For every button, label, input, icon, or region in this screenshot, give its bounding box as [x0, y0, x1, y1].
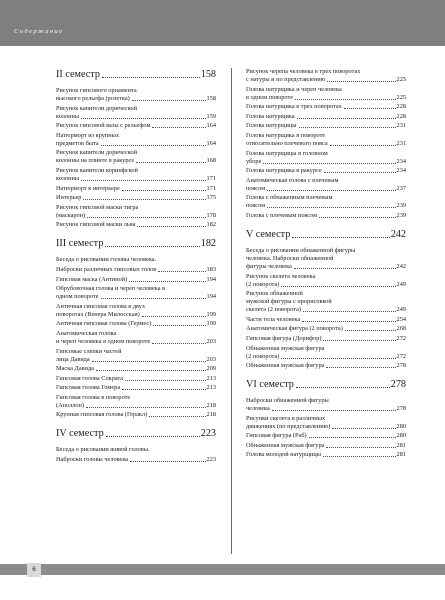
toc-entry[interactable] — [246, 177, 406, 193]
semester-heading[interactable] — [56, 427, 216, 440]
entry-text: Анатомическая голова — [56, 329, 117, 337]
dot-leader — [292, 237, 389, 238]
entry-text: Гипсовая голова Сократа — [56, 374, 124, 382]
page-ref: 209 — [206, 365, 216, 373]
entry-text: (маскарон) — [56, 211, 86, 219]
dot-leader — [323, 456, 396, 457]
toc-entry[interactable] — [246, 345, 406, 361]
entry-text: Гипсовая голова в повороте — [56, 393, 131, 401]
page-ref: 225 — [396, 93, 406, 101]
dot-leader — [323, 340, 395, 341]
dot-leader — [81, 180, 205, 181]
dot-leader — [309, 437, 396, 438]
dot-leader — [295, 99, 396, 100]
entry-text: Рисунок капители коринфской — [56, 166, 138, 174]
entry-text: Натюрморт в интерьере — [56, 184, 120, 192]
page-ref: 218 — [206, 411, 216, 419]
entry-text: Голова натурщика в трех поворотах — [246, 103, 342, 111]
entry-text: Гипсовая фигура (Раб) — [246, 432, 307, 440]
toc-entry[interactable] — [246, 335, 406, 343]
page-ref: 199 — [206, 310, 216, 318]
entry-text: Голова натурщика — [246, 112, 295, 120]
entry-text: (2 поворота) — [246, 352, 280, 360]
page-ref: 168 — [206, 157, 216, 165]
entry-text: движениях (по представлению) — [246, 422, 331, 430]
toc-entry[interactable] — [56, 266, 216, 274]
page-ref: 218 — [206, 401, 216, 409]
dot-leader — [297, 118, 396, 119]
toc-entry[interactable] — [246, 247, 406, 271]
dot-leader — [153, 325, 205, 326]
page-ref: 249 — [396, 280, 406, 288]
toc-right-column — [246, 68, 406, 461]
dot-leader — [122, 190, 206, 191]
toc-entry[interactable] — [246, 86, 406, 102]
entry-text: Обнаженная мужская фигура — [246, 362, 325, 370]
dot-leader — [302, 321, 395, 322]
dot-leader — [303, 311, 396, 312]
page-ref: 203 — [206, 355, 216, 363]
page-ref: 239 — [396, 202, 406, 210]
entry-text: Анатомическая фигура (2 поворота) — [246, 325, 343, 333]
page-ref: 278 — [396, 405, 406, 413]
entry-text: поясом — [246, 184, 266, 192]
dot-leader — [87, 217, 205, 218]
entry-text: Античная гипсовая голова в двух — [56, 302, 146, 310]
toc-entry[interactable] — [56, 204, 216, 220]
entry-text: и череп человека в одном повороте — [56, 337, 151, 345]
dot-leader — [152, 343, 205, 344]
column-divider — [231, 68, 232, 554]
entry-text: с натуры и по представлению — [246, 76, 326, 83]
dot-leader — [272, 410, 396, 411]
entry-text: Рисунок капители дорической — [56, 149, 137, 157]
page-ref: 254 — [396, 315, 406, 323]
toc-entry[interactable] — [56, 185, 216, 193]
entry-text: Анатомическая голова с плечевым — [246, 176, 339, 184]
entry-text: Рисунок гипсовой вазы с рельефом — [56, 122, 151, 130]
page-ref: 234 — [396, 167, 406, 175]
toc-entry[interactable] — [56, 456, 216, 464]
toc-entry[interactable] — [56, 303, 216, 319]
page-ref: 234 — [396, 157, 406, 165]
toc-entry[interactable] — [246, 362, 406, 370]
dot-leader — [267, 207, 395, 208]
page-ref: 249 — [396, 306, 406, 314]
entry-text: Голова натурщицы в головном — [246, 149, 328, 157]
dot-leader — [296, 387, 390, 388]
page-ref: 171 — [206, 184, 216, 192]
dot-leader — [83, 199, 205, 200]
page-header-band — [0, 0, 445, 46]
page-ref: 223 — [206, 456, 216, 464]
toc-entry[interactable] — [56, 375, 216, 383]
page-ref: 280 — [396, 432, 406, 440]
entry-text: Античная гипсовая голова (Гермес) — [56, 320, 152, 328]
toc-entry[interactable] — [56, 365, 216, 373]
entry-text: Рисунки скелета в различных — [246, 414, 326, 422]
entry-text: колонны — [56, 112, 80, 120]
toc-entry[interactable] — [56, 194, 216, 202]
toc-entry[interactable] — [56, 221, 216, 229]
toc-entry[interactable] — [246, 212, 406, 220]
page-ref: 280 — [396, 422, 406, 430]
page-ref: 231 — [396, 122, 406, 130]
entry-text: Рисунок гипсовой маски льва — [56, 221, 136, 229]
semester-heading[interactable] — [56, 237, 216, 250]
dot-leader — [299, 127, 396, 128]
page-ref: 175 — [206, 194, 216, 202]
dot-leader — [281, 286, 395, 287]
entry-text: (2 поворота) — [246, 280, 280, 288]
dot-leader — [106, 436, 200, 437]
dot-leader — [137, 226, 205, 227]
dot-leader — [326, 367, 395, 368]
footer-band — [0, 564, 445, 575]
page-ref: 182 — [200, 238, 216, 250]
dot-leader — [105, 246, 199, 247]
entry-text: мужской фигуры с прорисовкой — [246, 298, 332, 306]
semester-title: II семестр — [56, 69, 100, 80]
toc-entry[interactable] — [246, 122, 406, 130]
page-ref: 213 — [206, 384, 216, 392]
toc-entry[interactable] — [56, 446, 216, 454]
entry-text: Голова натурщика и череп человека — [246, 85, 342, 93]
header-title: Содержание — [14, 28, 64, 35]
entry-text: Рисунок капители дорической — [56, 104, 137, 112]
entry-text: Беседа о рисовании обнаженной фигуры — [246, 246, 356, 254]
entry-text: в одном повороте — [246, 93, 294, 101]
page-ref: 272 — [396, 352, 406, 360]
toc-entry[interactable] — [246, 415, 406, 431]
dot-leader — [158, 271, 205, 272]
toc-entry[interactable] — [246, 150, 406, 166]
entry-text: Обнаженная мужская фигура — [246, 344, 325, 352]
entry-text: человека. Наброски обнаженной — [246, 254, 334, 262]
toc-entry[interactable] — [56, 167, 216, 183]
toc-entry[interactable] — [56, 105, 216, 121]
page-ref: 199 — [206, 320, 216, 328]
page-ref: 183 — [206, 265, 216, 273]
page-ref: 194 — [206, 275, 216, 283]
dot-leader — [324, 172, 396, 173]
page-ref: 194 — [206, 293, 216, 301]
dot-leader — [344, 108, 396, 109]
toc-entry[interactable] — [56, 411, 216, 419]
page-ref: 213 — [206, 374, 216, 382]
page-ref: 239 — [396, 211, 406, 219]
dot-leader — [263, 163, 395, 164]
entry-text: колонны — [56, 174, 80, 182]
toc-entry[interactable] — [56, 276, 216, 284]
dot-leader — [129, 281, 205, 282]
entry-text: Обрубовочная голова и череп человека в — [56, 285, 166, 293]
page-ref: 225 — [396, 76, 406, 83]
dot-leader — [122, 389, 205, 390]
entry-text: Рисунок обнаженной — [246, 290, 303, 298]
page-ref: 228 — [396, 112, 406, 120]
dot-leader — [327, 81, 395, 82]
entry-text: одном повороте — [56, 293, 99, 301]
entry-text: скелета (2 поворота) — [246, 306, 301, 314]
toc-entry[interactable] — [56, 384, 216, 392]
page-ref: 228 — [396, 103, 406, 111]
toc-entry[interactable] — [246, 113, 406, 121]
dot-leader — [281, 358, 395, 359]
entry-text: Гипсовые слепки частей — [56, 347, 122, 355]
semester-title: V семестр — [246, 228, 291, 240]
toc-entry[interactable] — [246, 397, 406, 413]
page-ref: 242 — [390, 228, 406, 240]
toc-entry[interactable] — [246, 68, 406, 84]
toc-entry[interactable] — [56, 132, 216, 148]
toc-entry[interactable] — [246, 167, 406, 175]
dot-leader — [132, 100, 206, 101]
page-ref: 242 — [396, 262, 406, 270]
dot-leader — [102, 77, 200, 78]
page-ref: 164 — [206, 139, 216, 147]
semester-heading[interactable] — [56, 68, 216, 81]
toc-entry[interactable] — [56, 348, 216, 364]
dot-leader — [92, 361, 206, 362]
dot-leader — [101, 298, 206, 299]
page-ref: 203 — [206, 337, 216, 345]
dot-leader — [81, 118, 205, 119]
toc-entry[interactable] — [56, 394, 216, 410]
entry-text: (Аполлон) — [56, 401, 84, 409]
entry-text: Гипсовая фигура (Дорифор) — [246, 334, 322, 342]
toc-entry[interactable] — [56, 330, 216, 346]
entry-text: Наброски обнаженной фигуры — [246, 397, 329, 405]
entry-text: Крупная гипсовая голова (Геракл) — [56, 411, 148, 419]
entry-text: поясом — [246, 202, 266, 210]
entry-text: высокого рельефа (розетка) — [56, 95, 130, 102]
dot-leader — [101, 145, 206, 146]
entry-text: Рисунок гипсовой маски тигра — [56, 203, 139, 211]
dot-leader — [267, 190, 395, 191]
page-ref: 158 — [200, 69, 216, 80]
entry-text: Голова натурщицы — [246, 122, 297, 130]
semester-heading[interactable] — [246, 378, 406, 391]
entry-text: уборе — [246, 157, 262, 165]
dot-leader — [96, 370, 206, 371]
page-ref: 281 — [396, 441, 406, 449]
page-ref: 281 — [396, 451, 406, 459]
dot-leader — [86, 407, 206, 408]
entry-text: поворотах (Венера Милосская) — [56, 310, 140, 318]
semester-title: VI семестр — [246, 379, 294, 391]
toc-entry[interactable] — [246, 451, 406, 459]
dot-leader — [319, 217, 395, 218]
entry-text: Голова натурщика в повороте — [246, 131, 326, 139]
entry-text: колонны на плинте в ракурсе — [56, 157, 135, 165]
page-ref: 158 — [206, 95, 216, 102]
page-ref: 237 — [396, 184, 406, 192]
semester-title: III семестр — [56, 238, 104, 250]
toc-entry[interactable] — [246, 325, 406, 333]
page-ref: 159 — [206, 112, 216, 120]
dot-leader — [326, 447, 395, 448]
semester-title: IV семестр — [56, 428, 104, 440]
dot-leader — [152, 127, 205, 128]
toc-entry[interactable] — [56, 122, 216, 130]
entry-text: Части тела человека — [246, 315, 301, 323]
entry-text: Беседа о рисовании головы человека. — [56, 256, 157, 264]
toc-entry[interactable] — [246, 132, 406, 148]
entry-text: Беседа о рисовании живой головы. — [56, 446, 150, 454]
page-ref: 278 — [390, 379, 406, 391]
toc-entry[interactable] — [246, 442, 406, 450]
toc-left-column — [56, 68, 216, 466]
page-ref: 182 — [206, 221, 216, 229]
dot-leader — [332, 428, 395, 429]
toc-entry[interactable] — [246, 273, 406, 289]
entry-text: Голова с плечевым поясом — [246, 211, 318, 219]
entry-text: Интерьер — [56, 194, 82, 202]
entry-text: Рисунок черепа человека в трех поворотах — [246, 68, 361, 75]
entry-text: Наброски различных гипсовых голов — [56, 265, 157, 273]
toc-entry[interactable] — [56, 149, 216, 165]
entry-text: фигуры человека — [246, 262, 292, 270]
entry-text: Обнаженная мужская фигура — [246, 441, 325, 449]
entry-text: Голова с обнаженным плечевым — [246, 194, 333, 202]
toc-entry[interactable] — [246, 103, 406, 111]
page-ref: 171 — [206, 174, 216, 182]
entry-text: Наброски головы человека — [56, 456, 129, 464]
toc-entry[interactable] — [56, 87, 216, 103]
entry-text: предметов быта — [56, 139, 99, 147]
entry-text: Натюрморт из крупных — [56, 131, 120, 139]
dot-leader — [345, 330, 396, 331]
entry-text: Гипсовая маска (Антиной) — [56, 275, 128, 283]
page-ref: 164 — [206, 122, 216, 130]
entry-text: Маска Давида — [56, 365, 94, 373]
entry-text: лица Давида — [56, 355, 90, 363]
toc-entry[interactable] — [246, 316, 406, 324]
semester-heading[interactable] — [246, 228, 406, 241]
dot-leader — [330, 145, 396, 146]
toc-entry[interactable] — [56, 320, 216, 328]
toc-entry[interactable] — [56, 285, 216, 301]
entry-text: Рисунок скелета человека — [246, 272, 316, 280]
entry-text: Голова молодой натурщицы — [246, 451, 321, 459]
toc-entry[interactable] — [246, 290, 406, 314]
page-number: 6 — [27, 563, 41, 577]
dot-leader — [149, 416, 205, 417]
page-ref: 223 — [200, 428, 216, 440]
toc-entry[interactable] — [246, 432, 406, 440]
dot-leader — [142, 316, 206, 317]
page-ref: 231 — [396, 139, 406, 147]
entry-text: Рисунок гипсового орнамента — [56, 87, 137, 94]
page-ref: 272 — [396, 334, 406, 342]
dot-leader — [294, 268, 396, 269]
entry-text: Голова натурщика в ракурсе — [246, 167, 322, 175]
dot-leader — [125, 380, 205, 381]
entry-text: Гипсовая голова Гомера — [56, 384, 121, 392]
page-ref: 278 — [396, 362, 406, 370]
entry-text: человека — [246, 405, 270, 413]
toc-entry[interactable] — [246, 194, 406, 210]
dot-leader — [130, 461, 205, 462]
dot-leader — [136, 162, 205, 163]
entry-text: относительно плечевого пояса — [246, 139, 328, 147]
page-ref: 178 — [206, 211, 216, 219]
page-ref: 268 — [396, 325, 406, 333]
toc-entry[interactable] — [56, 256, 216, 264]
